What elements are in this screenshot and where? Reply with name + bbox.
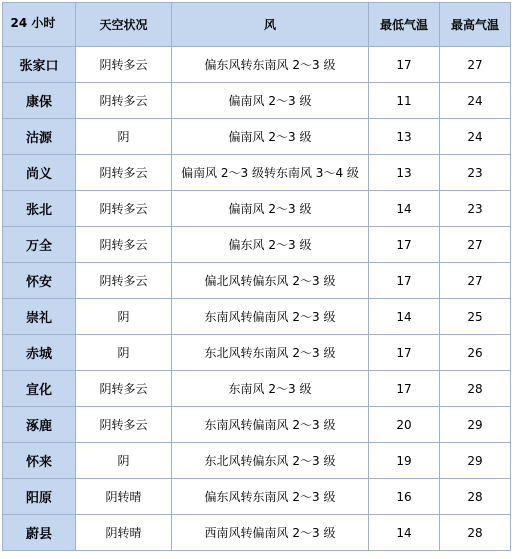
wind-condition: 偏东风转东南风 2～3 级 [172, 479, 369, 515]
min-temp: 11 [369, 83, 440, 119]
table-header-row [3, 3, 511, 47]
table-row [3, 83, 511, 119]
min-temp: 17 [369, 47, 440, 83]
max-temp: 28 [440, 371, 511, 407]
sky-condition: 阴转多云 [76, 155, 172, 191]
max-temp: 28 [440, 479, 511, 515]
city-name: 张家口 [3, 47, 76, 83]
table-row [3, 191, 511, 227]
max-temp: 29 [440, 443, 511, 479]
table-row [3, 407, 511, 443]
min-temp: 17 [369, 227, 440, 263]
max-temp: 23 [440, 155, 511, 191]
city-name: 万全 [3, 227, 76, 263]
weather-forecast-table [2, 2, 511, 551]
table-row [3, 119, 511, 155]
city-name: 尚义 [3, 155, 76, 191]
table-row [3, 515, 511, 551]
min-temp: 20 [369, 407, 440, 443]
min-temp: 14 [369, 299, 440, 335]
sky-condition: 阴 [76, 119, 172, 155]
wind-condition: 偏南风 2～3 级转东南风 3～4 级 [172, 155, 369, 191]
table-row [3, 335, 511, 371]
city-name: 蔚县 [3, 515, 76, 551]
table-row [3, 227, 511, 263]
max-temp: 24 [440, 83, 511, 119]
wind-condition: 偏南风 2～3 级 [172, 119, 369, 155]
wind-condition: 东南风转偏南风 2～3 级 [172, 407, 369, 443]
min-temp: 17 [369, 335, 440, 371]
header-wind: 风 [172, 3, 369, 47]
min-temp: 19 [369, 443, 440, 479]
min-temp: 13 [369, 119, 440, 155]
sky-condition: 阴转多云 [76, 407, 172, 443]
table-row [3, 479, 511, 515]
city-name: 沽源 [3, 119, 76, 155]
wind-condition: 东北风转偏东风 2～3 级 [172, 443, 369, 479]
max-temp: 27 [440, 227, 511, 263]
wind-condition: 东南风转偏南风 2～3 级 [172, 299, 369, 335]
table-row [3, 47, 511, 83]
city-name: 赤城 [3, 335, 76, 371]
min-temp: 17 [369, 371, 440, 407]
sky-condition: 阴 [76, 443, 172, 479]
table-row [3, 299, 511, 335]
city-name: 怀安 [3, 263, 76, 299]
table-row [3, 155, 511, 191]
table-body [3, 47, 511, 551]
max-temp: 28 [440, 515, 511, 551]
sky-condition: 阴转多云 [76, 83, 172, 119]
max-temp: 27 [440, 263, 511, 299]
sky-condition: 阴转晴 [76, 515, 172, 551]
max-temp: 29 [440, 407, 511, 443]
table-row [3, 263, 511, 299]
sky-condition: 阴转晴 [76, 479, 172, 515]
sky-condition: 阴转多云 [76, 47, 172, 83]
sky-condition: 阴转多云 [76, 371, 172, 407]
city-name: 宣化 [3, 371, 76, 407]
min-temp: 17 [369, 263, 440, 299]
wind-condition: 偏东风 2～3 级 [172, 227, 369, 263]
sky-condition: 阴转多云 [76, 227, 172, 263]
header-max-temp: 最高气温 [440, 3, 511, 47]
city-name: 张北 [3, 191, 76, 227]
wind-condition: 东南风 2～3 级 [172, 371, 369, 407]
wind-condition: 偏东风转东南风 2～3 级 [172, 47, 369, 83]
header-corner-24h: 24 小时 [3, 3, 76, 47]
wind-condition: 偏南风 2～3 级 [172, 191, 369, 227]
min-temp: 16 [369, 479, 440, 515]
header-sky: 天空状况 [76, 3, 172, 47]
city-name: 阳原 [3, 479, 76, 515]
min-temp: 14 [369, 191, 440, 227]
min-temp: 14 [369, 515, 440, 551]
max-temp: 27 [440, 47, 511, 83]
table-row [3, 443, 511, 479]
sky-condition: 阴 [76, 335, 172, 371]
header-min-temp: 最低气温 [369, 3, 440, 47]
wind-condition: 偏南风 2～3 级 [172, 83, 369, 119]
city-name: 涿鹿 [3, 407, 76, 443]
city-name: 康保 [3, 83, 76, 119]
max-temp: 26 [440, 335, 511, 371]
city-name: 怀来 [3, 443, 76, 479]
sky-condition: 阴转多云 [76, 191, 172, 227]
wind-condition: 偏北风转偏东风 2～3 级 [172, 263, 369, 299]
max-temp: 24 [440, 119, 511, 155]
max-temp: 23 [440, 191, 511, 227]
max-temp: 25 [440, 299, 511, 335]
table-row [3, 371, 511, 407]
wind-condition: 东北风转东南风 2～3 级 [172, 335, 369, 371]
wind-condition: 西南风转偏南风 2～3 级 [172, 515, 369, 551]
sky-condition: 阴转多云 [76, 263, 172, 299]
min-temp: 13 [369, 155, 440, 191]
sky-condition: 阴 [76, 299, 172, 335]
city-name: 崇礼 [3, 299, 76, 335]
